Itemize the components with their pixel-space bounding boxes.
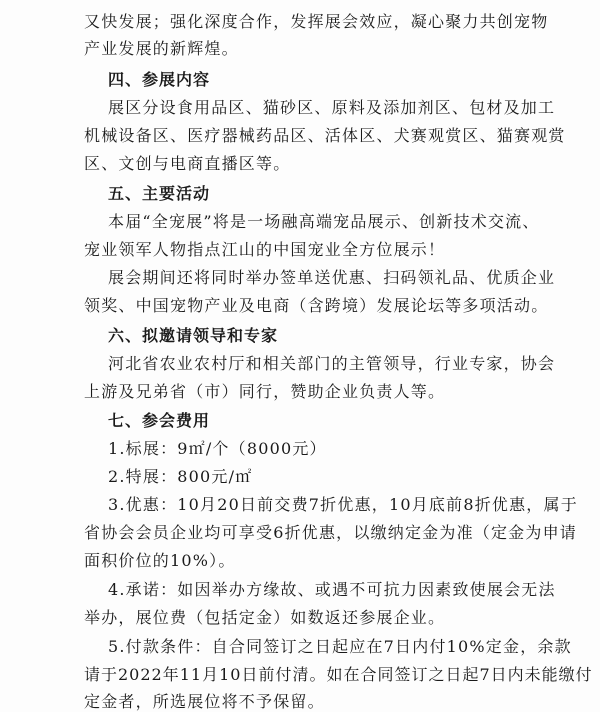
fee-item-payment-line-3: 定金者，所选展位将不予保留。: [84, 692, 325, 711]
paragraph-line-11: 上游及兄弟省（市）同行，赞助企业负责人等。: [84, 382, 446, 401]
fee-item-discount-line-3: 面积价位的10%）。: [84, 551, 236, 570]
fee-item-commitment-line-2: 举办，展位费（包括定金）如数返还参展企业。: [84, 608, 446, 627]
section-heading-invited-guests: 六、拟邀请领导和专家: [108, 326, 279, 345]
paragraph-line-10: 河北省农业农村厅和相关部门的主管领导，行业专家，协会: [108, 354, 556, 373]
fee-item-payment-line-1: 5.付款条件：自合同签订之日起应在7日内付10%定金，余款: [108, 637, 572, 656]
fee-item-discount-line-2: 省协会会员企业均可享受6折优惠，以缴纳定金为准（定金为申请: [84, 523, 577, 542]
fee-item-discount-line-1: 3.优惠：10月20日前交费7折优惠，10月底前8折优惠，属于: [108, 495, 578, 514]
section-heading-exhibit-content: 四、参展内容: [108, 70, 211, 89]
fee-item-commitment-line-1: 4.承诺：如因举办方缘故、或遇不可抗力因素致使展会无法: [108, 580, 556, 599]
paragraph-line-8: 展会期间还将同时举办签单送优惠、扫码领礼品、优质企业: [108, 268, 556, 287]
fee-item-standard-booth: 1.标展：9㎡/个（8000元）: [108, 439, 327, 458]
paragraph-line-2: 产业发展的新辉煌。: [84, 39, 239, 58]
paragraph-line-7: 宠业领军人物指点江山的中国宠业全方位展示！: [84, 240, 446, 259]
section-heading-fees: 七、参会费用: [108, 411, 211, 430]
section-heading-main-activities: 五、主要活动: [108, 184, 211, 203]
paragraph-line-3: 展区分设食用品区、猫砂区、原料及添加剂区、包材及加工: [108, 98, 556, 117]
fee-item-special-booth: 2.特展：800元/㎡: [108, 467, 253, 486]
fee-item-payment-line-2: 请于2022年11月10日前付清。如在合同签订之日起7日内未能缴付: [84, 665, 593, 684]
paragraph-line-9: 领奖、中国宠物产业及电商（含跨境）发展论坛等多项活动。: [84, 296, 549, 315]
paragraph-line-1: 又快发展；强化深度合作，发挥展会效应，凝心聚力共创宠物: [84, 12, 549, 31]
paragraph-line-5: 区、文创与电商直播区等。: [84, 154, 291, 173]
paragraph-line-6: 本届“全宠展”将是一场融高端宠品展示、创新技术交流、: [108, 212, 540, 231]
paragraph-line-4: 机械设备区、医疗器械药品区、活体区、犬赛观赏区、猫赛观赏: [84, 126, 566, 145]
